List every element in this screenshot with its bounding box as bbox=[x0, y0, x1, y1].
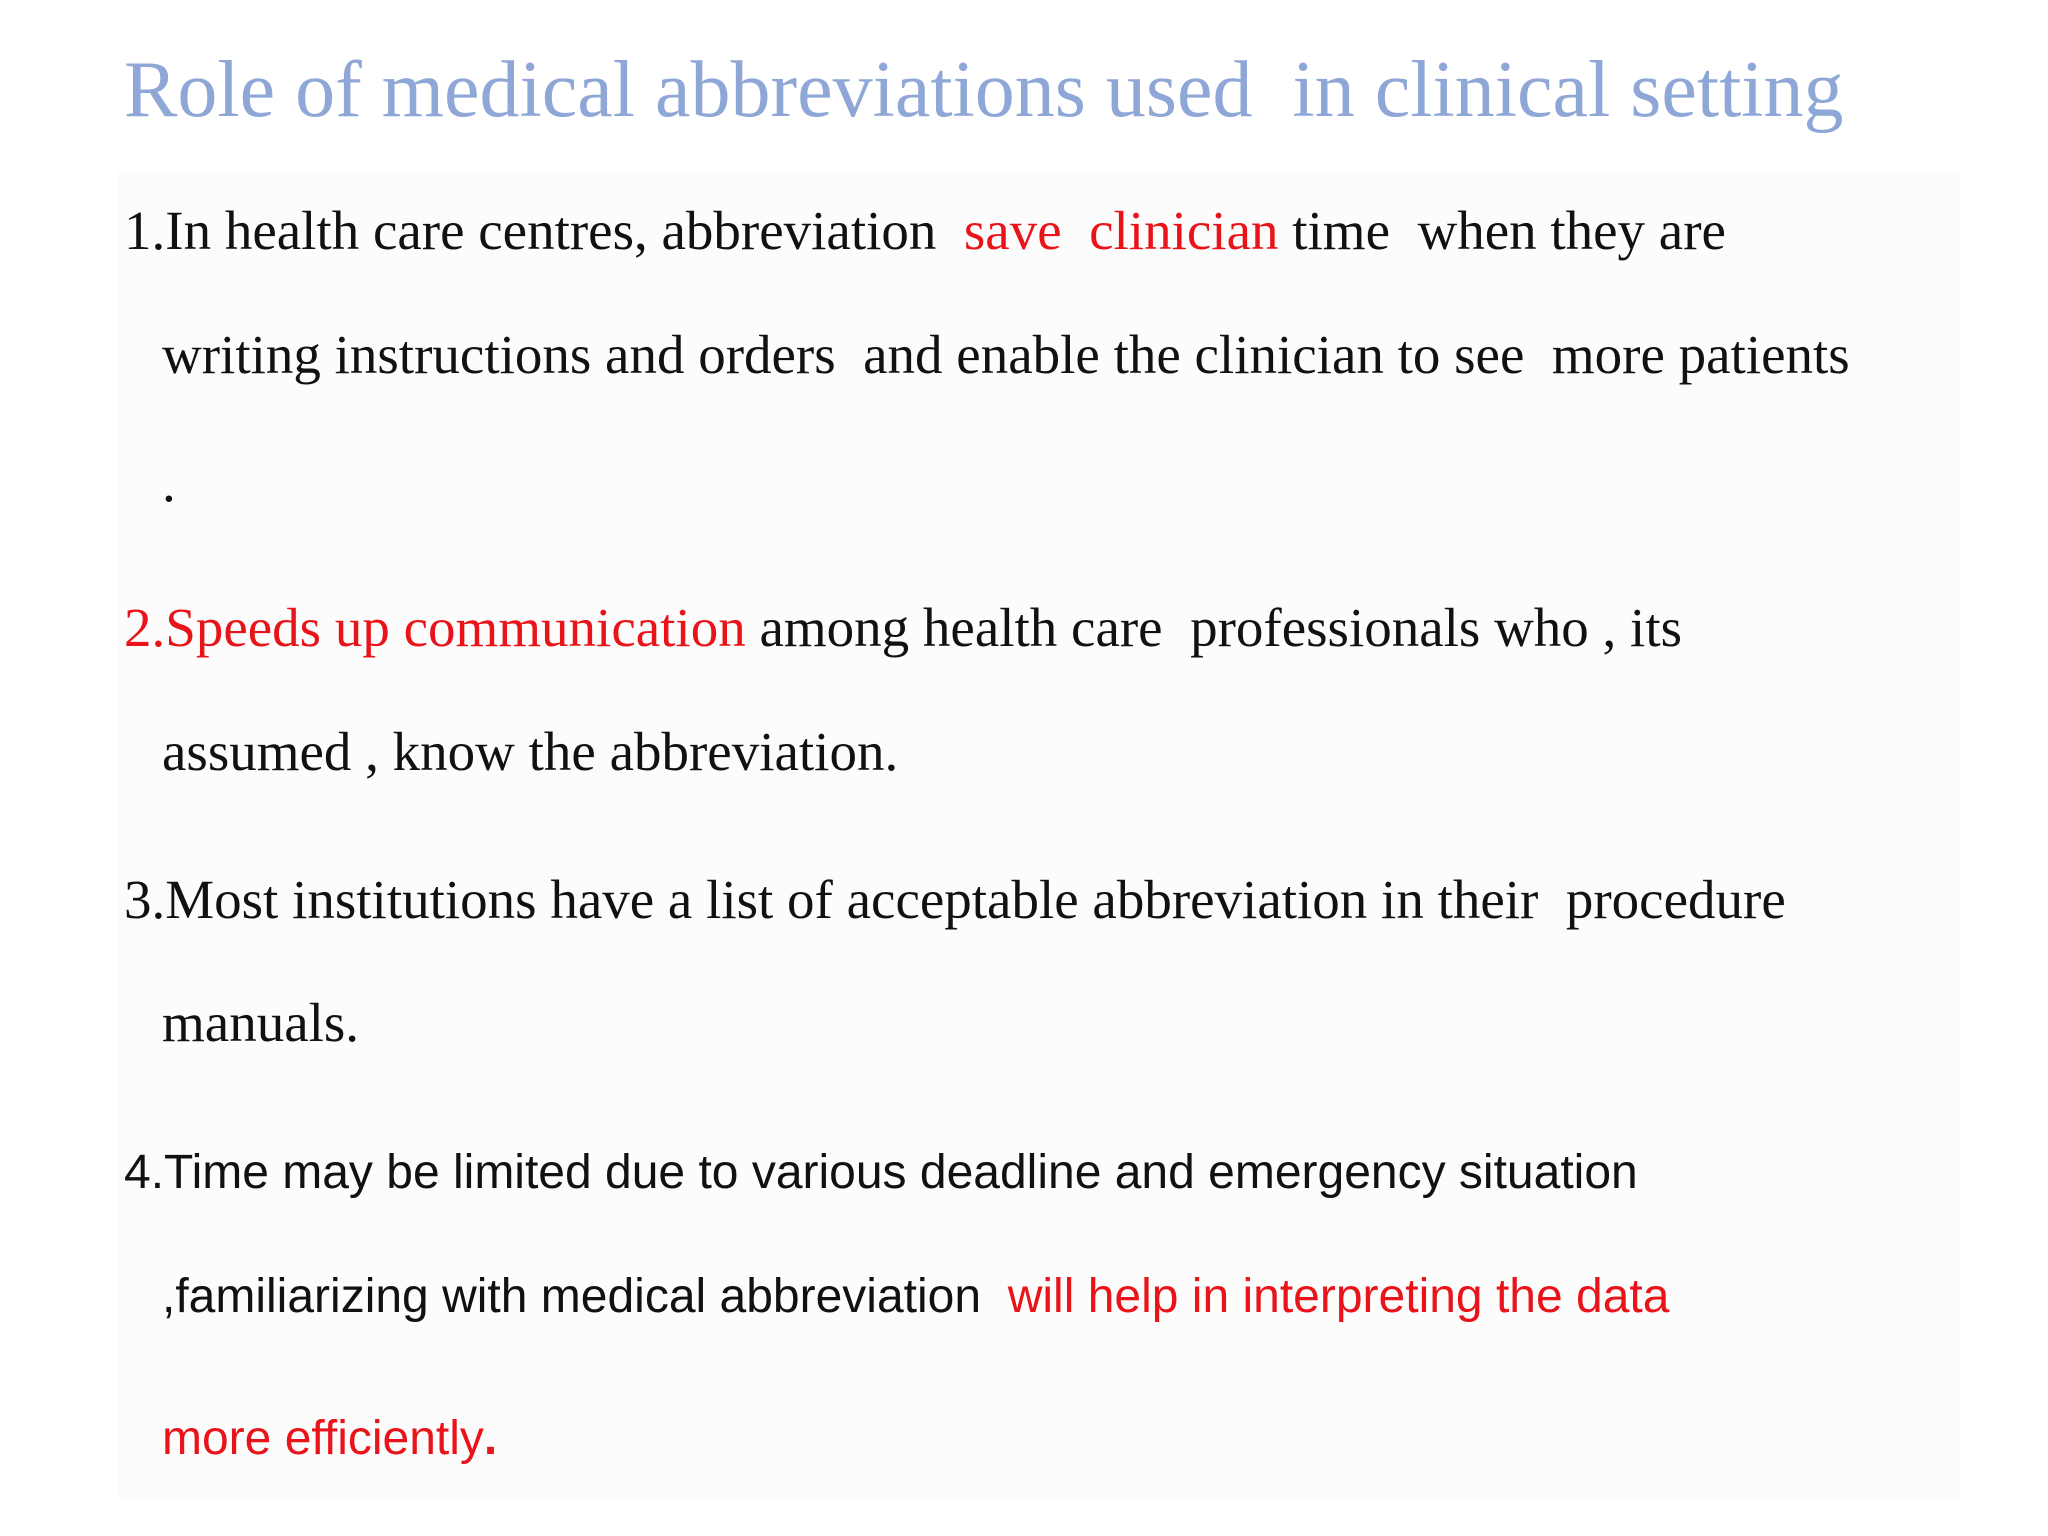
point-1-text: 1.In health care centres, abbreviation bbox=[124, 200, 964, 261]
point-3-line-1: 3.Most institutions have a list of acceptable abbreviation in their procedure bbox=[124, 869, 1786, 930]
point-4-highlight: will help in interpreting the data bbox=[1007, 1270, 1670, 1323]
point-2-highlight: 2.Speeds up communication bbox=[124, 597, 746, 658]
point-3-line-2: manuals. bbox=[162, 992, 360, 1053]
point-2-line-2: assumed , know the abbreviation. bbox=[162, 721, 899, 782]
slide-title: Role of medical abbreviations used in clinical setting bbox=[124, 46, 1844, 134]
point-1-line-1 bbox=[124, 198, 1726, 264]
point-4-line-2 bbox=[162, 1266, 1669, 1328]
point-1-text-end: time when they are bbox=[1278, 200, 1726, 261]
point-1-line-3: . bbox=[162, 452, 176, 513]
point-4-text: ,familiarizing with medical abbreviation bbox=[162, 1270, 1008, 1323]
point-4-line-3 bbox=[162, 1408, 497, 1470]
point-2-text: among health care professionals who , its bbox=[745, 597, 1683, 658]
point-4-period: . bbox=[483, 1412, 498, 1465]
point-1-line-2: writing instructions and orders and enable the clinician to see more patients bbox=[162, 324, 1850, 385]
point-2-line-1 bbox=[124, 595, 1682, 661]
point-1-highlight: save clinician bbox=[963, 200, 1279, 261]
point-4-highlight-end: more efficiently bbox=[162, 1412, 484, 1465]
point-4-line-1: 4.Time may be limited due to various deadline and emergency situation bbox=[124, 1146, 1638, 1199]
